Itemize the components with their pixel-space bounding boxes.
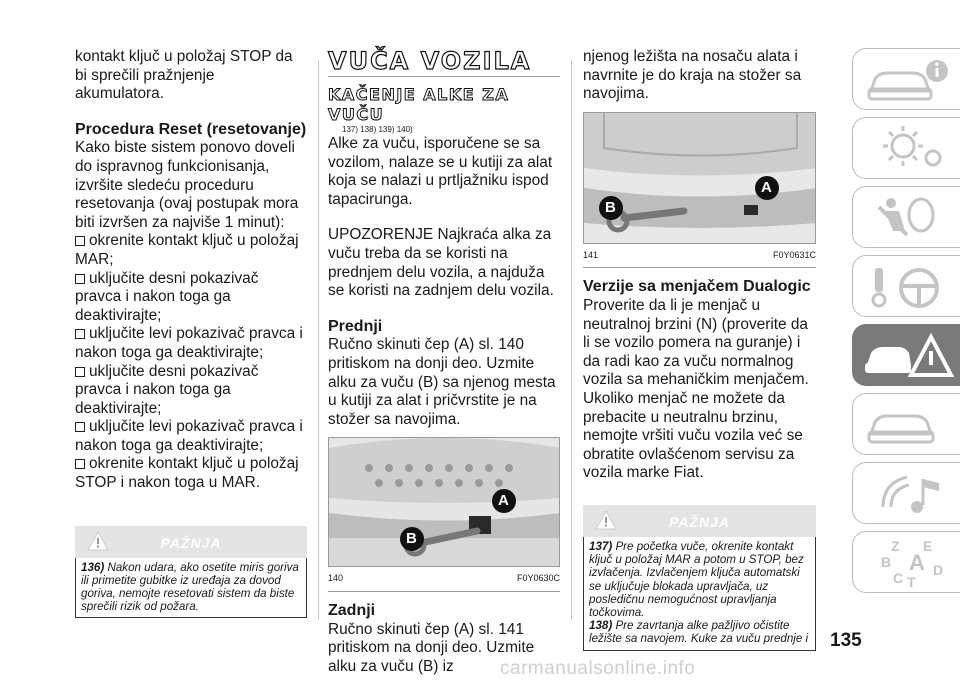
step-item: uključite levi pokazivač pravca i nakon toga ga deaktivirajte;: [75, 418, 303, 454]
warning-number: 137): [589, 539, 613, 553]
warning-box: [75, 526, 307, 619]
column-divider: [571, 60, 572, 620]
warning-title: PAŽNJA: [160, 534, 222, 551]
tab-emergency[interactable]: [852, 324, 960, 386]
tab-maintenance[interactable]: [852, 393, 960, 455]
warning-number: 138): [589, 619, 613, 633]
column-divider: [318, 60, 319, 620]
checkbox-bullet-icon: [75, 329, 85, 339]
checkbox-bullet-icon: [75, 274, 85, 284]
label-b: B: [605, 198, 616, 216]
car-maintenance-icon: [853, 394, 960, 456]
music-icon: [853, 463, 960, 525]
paragraph-warning: UPOZORENJE Najkraća alka za vuču treba da se koristi na prednjem delu vozila, a najduža se koristi na zadnjem delu vozila.: [328, 226, 554, 300]
chapter-tabs: [852, 48, 960, 600]
tab-car-info[interactable]: [852, 48, 960, 110]
dualogic-heading: Verzije sa menjačem Dualogic: [583, 278, 811, 296]
warning-body: [75, 558, 307, 619]
airbag-icon: [853, 187, 960, 249]
rear-heading: Zadnji: [328, 601, 376, 619]
label-b: B: [406, 530, 417, 548]
index-letter: T: [907, 574, 916, 590]
column-2: [328, 48, 560, 676]
figure-140: [328, 437, 560, 567]
page-number: 135: [830, 630, 862, 651]
warning-header: [75, 526, 307, 558]
figure-caption: [583, 244, 816, 269]
step-item: uključite levi pokazivač pravca i nakon toga ga deaktivirajte;: [75, 325, 303, 361]
figure-number: 140: [328, 573, 344, 584]
index-letter: E: [923, 538, 933, 554]
intro-text: kontakt ključ u položaj STOP da bi sprečili pražnjenje akumulatora.: [75, 48, 293, 103]
index-letter: A: [909, 550, 925, 575]
section-title: VUČA VOZILA: [328, 47, 532, 75]
checkbox-bullet-icon: [75, 236, 85, 246]
section-subtitle: KAČENJE ALKE ZA VUČU: [328, 85, 510, 124]
warning-references: 137) 138) 139) 140): [342, 125, 413, 134]
figure-code: F0Y0631C: [772, 249, 816, 260]
step-item: uključite desni pokazivač pravca i nakon toga ga deaktivirajte;: [75, 269, 259, 324]
label-a: A: [761, 178, 772, 196]
title-rule: [328, 76, 560, 77]
paragraph-rings: Alke za vuču, isporučene se sa vozilom, nalaze se u kutiji za alat koja se nalazi u prtljažniku ispod tapacirunga.: [328, 135, 553, 208]
reset-heading: Procedura Reset (resetovanje): [75, 120, 307, 138]
front-heading: Prednji: [328, 317, 383, 335]
index-letter: C: [893, 570, 904, 586]
warning-body: [583, 537, 816, 651]
step-item: uključite desni pokazivač pravca i nakon toga ga deaktivirajte;: [75, 362, 259, 417]
tab-safety[interactable]: [852, 186, 960, 248]
continued-paragraph: njenog ležišta na nosaču alata i navrnite je do kraja na stožer sa navojima.: [583, 48, 802, 103]
index-letter: D: [933, 562, 944, 578]
warning-number: 136): [81, 560, 105, 574]
warning-box: [583, 505, 816, 651]
index-letter: B: [881, 554, 892, 570]
front-bumper-illustration: [329, 438, 560, 566]
front-paragraph: Ručno skinuti čep (A) sl. 140 pritiskom na donji deo. Uzmite alku za vuču (B) sa njenog mesta u kutiji za alat i pričvrstite je na stožer sa navojima.: [328, 336, 556, 428]
step-item: okrenite kontakt ključ u položaj STOP i nakon toga u MAR.: [75, 455, 299, 492]
reset-steps: [75, 232, 307, 492]
warning-header: [583, 505, 816, 537]
figure-caption: [328, 567, 560, 592]
column-3: [583, 48, 816, 651]
label-a: A: [498, 492, 509, 510]
car-info-icon: [853, 49, 960, 111]
tab-lights[interactable]: [852, 117, 960, 179]
rear-paragraph: Ručno skinuti čep (A) sl. 141 pritiskom na donji deo. Uzmite alku za vuču (B) iz: [328, 620, 535, 675]
lights-icon: [853, 118, 960, 180]
figure-number: 141: [583, 249, 599, 260]
figure-code: F0Y0630C: [516, 573, 560, 584]
rear-bumper-illustration: [584, 113, 816, 243]
watermark-footer: carmanualsonline.info: [500, 658, 696, 679]
tab-multimedia[interactable]: [852, 462, 960, 524]
warning-text: Pre zavrtanja alke pažljivo očistite ležište sa navojem. Kuke za vuču prednje i: [589, 619, 809, 646]
dualogic-paragraph: Proverite da li je menjač u neutralnoj brzini (N) (proverite da li se vozilo pomera na guranje) i da radi kao za vuču normalnog vozila sa mehaničkim menjačem. Ukoliko menjač ne možete da prebacite u neutralnu brzinu, nemojte vršiti vuču vozila već se obratite ovlašćenom servisu za vozila marke Fiat.: [583, 296, 809, 482]
tab-starting-driving[interactable]: [852, 255, 960, 317]
checkbox-bullet-icon: [75, 422, 85, 432]
step-item: okrenite kontakt ključ u položaj MAR;: [75, 232, 299, 268]
figure-141: [583, 112, 816, 244]
warning-title: PAŽNJA: [669, 513, 730, 530]
tab-index[interactable]: [852, 531, 960, 593]
warning-text: Nakon udara, ako osetite miris goriva ili primetite gubitke iz uređaja za dovod goriva, nemojte resetovati sistem da biste sprečili rizik od požara.: [81, 560, 299, 614]
warning-text: Pre početka vuče, okrenite kontakt ključ u položaj MAR a potom u STOP, bez izvlačenja. Izvlačenjem ključa automatski se uključuje blokada upravljača, uz posledičnu nemogućnost upravljanja točkovima.: [589, 539, 804, 619]
checkbox-bullet-icon: [75, 367, 85, 377]
reset-paragraph: Kako biste sistem ponovo doveli do ispravnog funkcionisanja, izvršite sledeću proceduru resetovanja (ovaj postupak mora biti izvršen za najviše 1 minut):: [75, 139, 299, 231]
column-1: [75, 48, 307, 618]
key-steering-icon: [853, 256, 960, 318]
checkbox-bullet-icon: [75, 459, 85, 469]
index-letter: Z: [891, 538, 900, 554]
emergency-warning-icon: [853, 325, 960, 387]
